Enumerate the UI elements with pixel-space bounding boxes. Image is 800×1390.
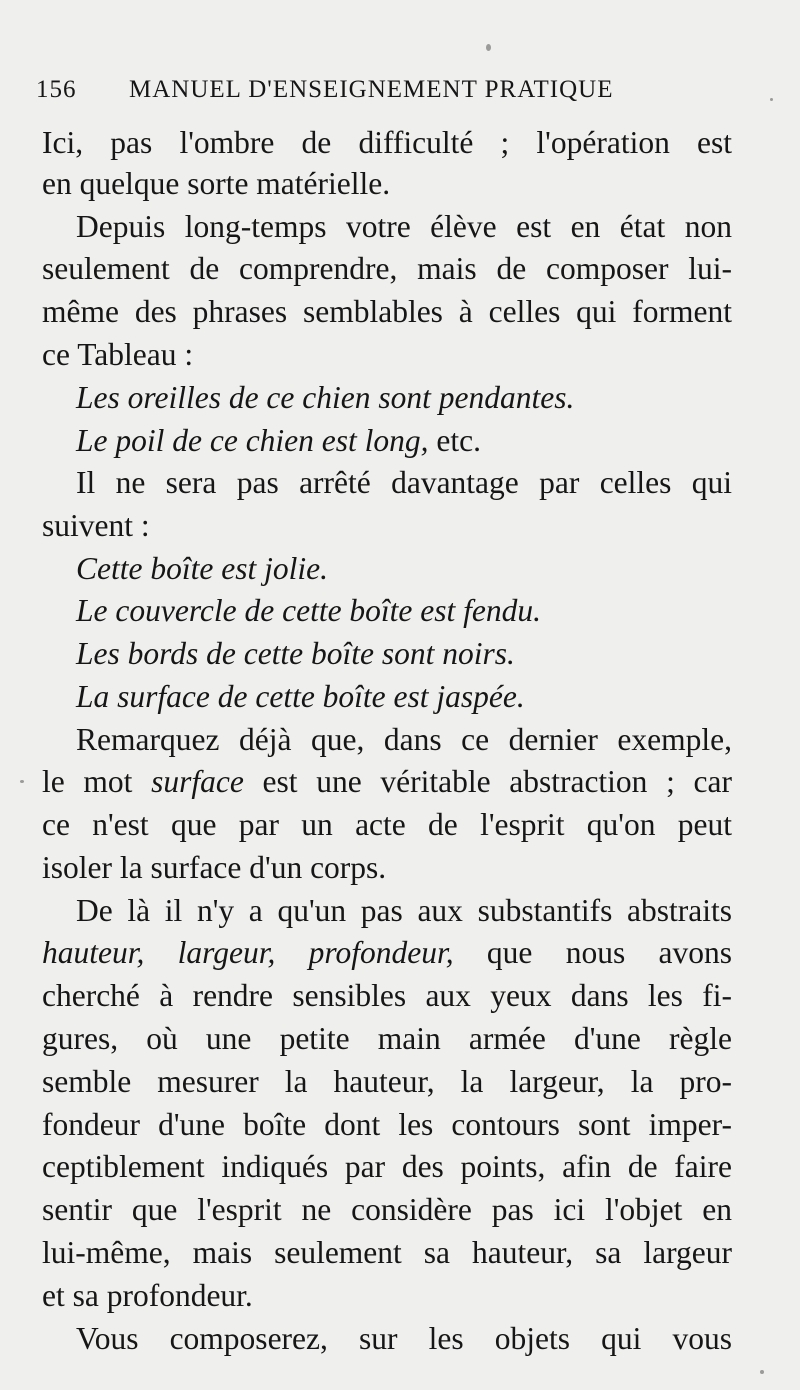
paper-speck bbox=[486, 44, 491, 51]
paper-speck bbox=[760, 1370, 764, 1374]
roman-run: etc. bbox=[428, 423, 481, 458]
text-line: isoler la surface d'un corps. bbox=[42, 850, 387, 885]
text-line: Depuis long-temps votre élève est en état non bbox=[76, 209, 732, 244]
example-sentence: Le couvercle de cette boîte est fendu. bbox=[76, 593, 542, 628]
text-line: ce Tableau : bbox=[42, 337, 194, 372]
text-line: semble mesurer la hauteur, la largeur, la pro- bbox=[42, 1064, 732, 1099]
text-line bbox=[42, 761, 732, 803]
text-line: et sa profondeur. bbox=[42, 1278, 253, 1313]
italic-run: surface bbox=[151, 764, 244, 799]
page-header bbox=[36, 76, 656, 116]
running-title: MANUEL D'ENSEIGNEMENT PRATIQUE bbox=[129, 76, 614, 103]
example-sentence: Les oreilles de ce chien sont pendantes. bbox=[76, 380, 575, 415]
text-line: sentir que l'esprit ne considère pas ici l'objet en bbox=[42, 1192, 732, 1227]
text-line: suivent : bbox=[42, 508, 150, 543]
example-sentence bbox=[76, 420, 732, 462]
text-line: ceptiblement indiqués par des points, afin de faire bbox=[42, 1149, 732, 1184]
page-number: 156 bbox=[36, 76, 77, 103]
roman-run: est une véritable abstraction ; car bbox=[243, 764, 732, 799]
paper-speck bbox=[770, 98, 773, 101]
text-line: Il ne sera pas arrêté davantage par celles qui bbox=[76, 465, 732, 500]
text-line: gures, où une petite main armée d'une règle bbox=[42, 1021, 732, 1056]
example-sentence: Les bords de cette boîte sont noirs. bbox=[76, 636, 515, 671]
text-line: Vous composerez, sur les objets qui vous bbox=[76, 1321, 732, 1356]
italic-run: hauteur, largeur, profondeur, bbox=[42, 935, 454, 970]
paper-speck bbox=[20, 780, 24, 783]
text-line: en quelque sorte matérielle. bbox=[42, 166, 391, 201]
roman-run: que nous avons bbox=[453, 935, 732, 970]
roman-run: le mot bbox=[42, 764, 152, 799]
text-line: Remarquez déjà que, dans ce dernier exemple, bbox=[76, 722, 732, 757]
example-sentence: La surface de cette boîte est jaspée. bbox=[76, 679, 525, 714]
text-line: cherché à rendre sensibles aux yeux dans les fi- bbox=[42, 978, 732, 1013]
example-sentence: Cette boîte est jolie. bbox=[76, 551, 328, 586]
text-line: fondeur d'une boîte dont les contours sont imper- bbox=[42, 1107, 732, 1142]
text-line bbox=[42, 932, 732, 974]
text-line: De là il n'y a qu'un pas aux substantifs abstraits bbox=[76, 893, 732, 928]
italic-run: Le poil de ce chien est long, bbox=[76, 423, 429, 458]
text-line: seulement de comprendre, mais de composer lui- bbox=[42, 251, 732, 286]
text-line: ce n'est que par un acte de l'esprit qu'on peut bbox=[42, 807, 732, 842]
text-line: lui-même, mais seulement sa hauteur, sa largeur bbox=[42, 1235, 732, 1270]
text-line: Ici, pas l'ombre de difficulté ; l'opération est bbox=[42, 125, 732, 160]
text-line: même des phrases semblables à celles qui forment bbox=[42, 294, 732, 329]
